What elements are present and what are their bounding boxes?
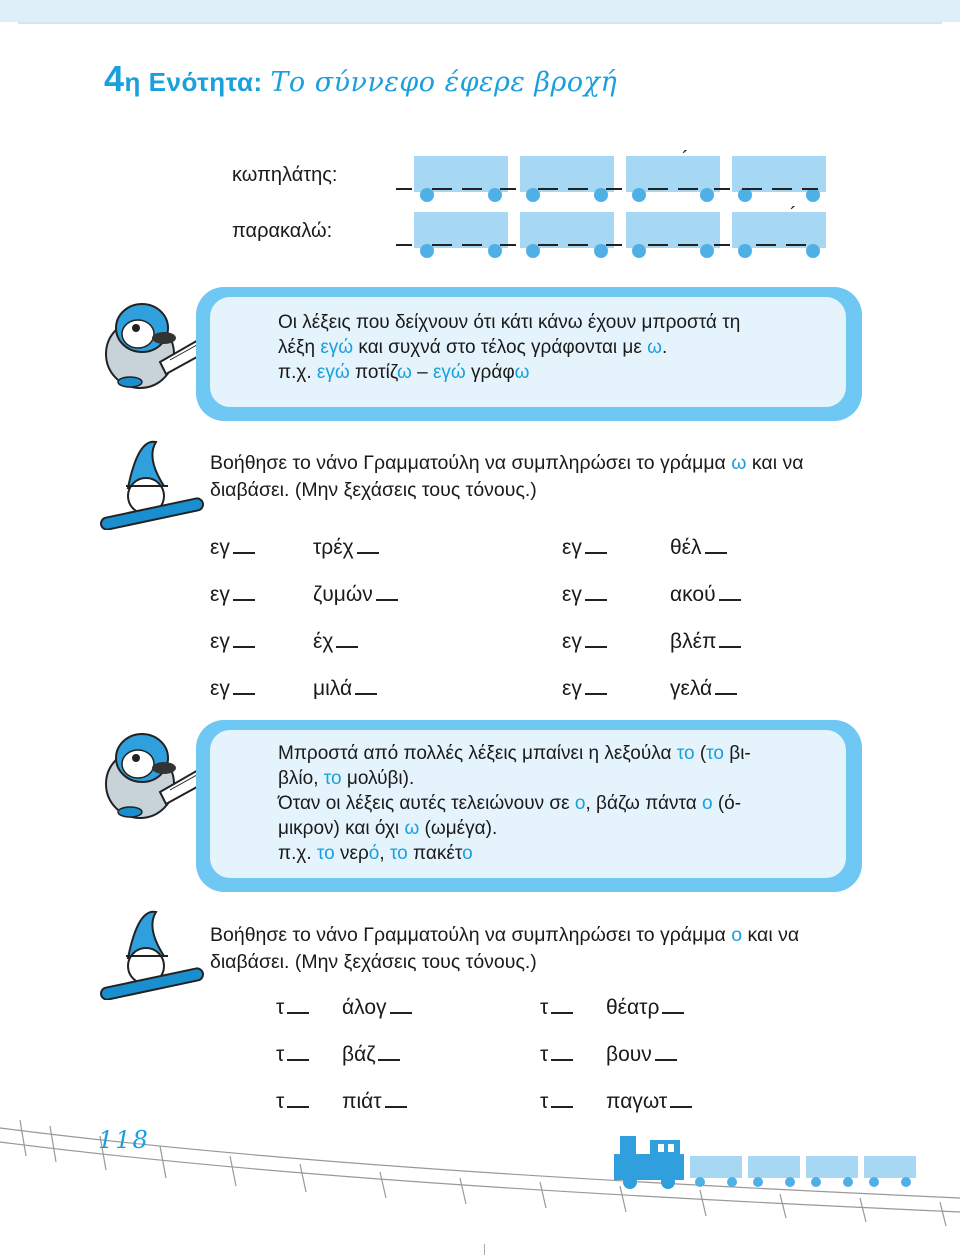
fill-blank[interactable] <box>655 1059 677 1061</box>
exercise-word: θέατρ <box>606 996 684 1020</box>
letter-blank[interactable] <box>500 244 516 246</box>
letter-blank[interactable] <box>648 188 668 190</box>
fill-blank[interactable] <box>551 1012 573 1014</box>
fill-blank[interactable] <box>670 1106 692 1108</box>
accent-mark: ´ <box>790 204 797 226</box>
letter-blank[interactable] <box>432 244 452 246</box>
fill-blank[interactable] <box>287 1012 309 1014</box>
fill-blank[interactable] <box>378 1059 400 1061</box>
gnome-pencil-icon <box>98 438 208 530</box>
wagon <box>520 156 614 192</box>
exercise-word: μιλά <box>313 677 377 701</box>
letter-blank[interactable] <box>538 188 558 190</box>
unit-label: Ενότητα: <box>148 67 263 97</box>
fill-blank[interactable] <box>551 1106 573 1108</box>
letter-blank[interactable] <box>678 188 698 190</box>
fill-blank[interactable] <box>336 646 358 648</box>
exercise-word: εγ <box>210 536 255 560</box>
letter-blank[interactable] <box>802 188 818 190</box>
exercise-word: εγ <box>562 583 607 607</box>
letter-blank[interactable] <box>714 244 730 246</box>
wagon <box>414 212 508 248</box>
letter-blank[interactable] <box>756 244 776 246</box>
exercise-word: τ <box>276 1090 309 1114</box>
exercise-word: γελά <box>670 677 737 701</box>
fill-blank[interactable] <box>355 693 377 695</box>
fill-blank[interactable] <box>287 1059 309 1061</box>
exercise-word: θέλ <box>670 536 727 560</box>
exercise-word: εγ <box>562 536 607 560</box>
letter-blank[interactable] <box>606 244 622 246</box>
fill-blank[interactable] <box>585 599 607 601</box>
fill-blank[interactable] <box>385 1106 407 1108</box>
exercise-word: τ <box>540 1090 573 1114</box>
wagon <box>626 212 720 248</box>
instruction-1: Βοήθησε το νάνο Γραμματούλη να συμπληρώσει το γράμμα ω και να διαβάσει. (Μην ξεχάσεις τους τόνους.) <box>210 452 804 501</box>
letter-blank[interactable] <box>742 188 762 190</box>
rule-line: Οι λέξεις που δείχνουν ότι κάτι κάνω έχουν μπροστά τη <box>278 312 741 333</box>
exercise-word: ακού <box>670 583 741 607</box>
exercise-word: τ <box>276 1043 309 1067</box>
fill-blank[interactable] <box>585 552 607 554</box>
exercise-word: πιάτ <box>342 1090 407 1114</box>
exercise-word: παγωτ <box>606 1090 692 1114</box>
fill-blank[interactable] <box>233 646 255 648</box>
fill-blank[interactable] <box>585 646 607 648</box>
exercise-word: τ <box>540 996 573 1020</box>
fill-blank[interactable] <box>585 693 607 695</box>
rule-text-2: Μπροστά από πολλές λέξεις μπαίνει η λεξούλα το (το βι- βλίο, το μολύβι). Όταν οι λέξεις αυτές τελειώνουν σε ο, βάζω πάντα ο (ό- μικρον) και όχι ω (ωμέγα). π.χ. το νερό, το πακέτο <box>278 741 838 866</box>
instruction-2: Βοήθησε το νάνο Γραμματούλη να συμπληρώσει το γράμμα ο και να διαβάσει. (Μην ξεχάσεις τους τόνους.) <box>210 924 800 973</box>
letter-blank[interactable] <box>538 244 558 246</box>
wagon <box>520 212 614 248</box>
fill-blank[interactable] <box>376 599 398 601</box>
letter-blank[interactable] <box>500 188 516 190</box>
letter-blank[interactable] <box>772 188 792 190</box>
fill-blank[interactable] <box>233 693 255 695</box>
exercise-word: βουν <box>606 1043 677 1067</box>
exercise-word: εγ <box>562 677 607 701</box>
exercise-word: εγ <box>210 583 255 607</box>
letter-blank[interactable] <box>606 188 622 190</box>
fill-blank[interactable] <box>719 599 741 601</box>
fill-blank[interactable] <box>551 1059 573 1061</box>
fill-blank[interactable] <box>719 646 741 648</box>
fill-blank[interactable] <box>662 1012 684 1014</box>
rule-example: π.χ. εγώ ποτίζω – εγώ γράφω <box>278 362 530 383</box>
wagon <box>626 156 720 192</box>
fill-blank[interactable] <box>287 1106 309 1108</box>
exercise-word: τ <box>540 1043 573 1067</box>
rule-example: π.χ. το νερό, το πακέτο <box>278 843 473 864</box>
exercise-word: ζυμών <box>313 583 398 607</box>
letter-blank[interactable] <box>396 244 412 246</box>
letter-blank[interactable] <box>648 244 668 246</box>
header-band <box>0 0 960 22</box>
gnome-pencil-icon <box>98 908 208 1000</box>
letter-blank[interactable] <box>786 244 806 246</box>
fill-blank[interactable] <box>357 552 379 554</box>
exercise-word: βάζ <box>342 1043 400 1067</box>
letter-blank[interactable] <box>462 244 482 246</box>
letter-blank[interactable] <box>568 244 588 246</box>
fill-blank[interactable] <box>233 552 255 554</box>
letter-blank[interactable] <box>432 188 452 190</box>
page-number: 118 <box>98 1126 150 1154</box>
exercise-word: τρέχ <box>313 536 379 560</box>
exercise-word: εγ <box>210 677 255 701</box>
accent-mark: ´ <box>682 148 689 170</box>
fill-blank[interactable] <box>390 1012 412 1014</box>
header-divider <box>18 22 942 24</box>
fill-blank[interactable] <box>233 599 255 601</box>
letter-blank[interactable] <box>678 244 698 246</box>
crop-mark <box>484 1244 485 1255</box>
exercise-word: άλογ <box>342 996 412 1020</box>
fill-blank[interactable] <box>715 693 737 695</box>
unit-suffix: η <box>124 67 141 97</box>
letter-blank[interactable] <box>396 188 412 190</box>
exercise-word: εγ <box>562 630 607 654</box>
fill-blank[interactable] <box>705 552 727 554</box>
unit-title-text: Το σύννεφο έφερε βροχή <box>270 67 618 98</box>
exercise-word: τ <box>276 996 309 1020</box>
exercise-word: βλέπ <box>670 630 741 654</box>
puzzle-label-1: κωπηλάτης: <box>232 164 338 186</box>
train-icon <box>614 1132 944 1192</box>
rule-text-1 <box>278 310 848 385</box>
rule-line: λέξη εγώ και συχνά στο τέλος γράφονται με ω. <box>278 337 668 358</box>
puzzle-label-2: παρακαλώ: <box>232 220 333 242</box>
unit-title <box>104 58 617 100</box>
letter-blank[interactable] <box>462 188 482 190</box>
exercise-word: έχ <box>313 630 358 654</box>
wagon <box>414 156 508 192</box>
wagon <box>732 156 826 192</box>
wagon <box>732 212 826 248</box>
letter-blank[interactable] <box>714 188 730 190</box>
exercise-word: εγ <box>210 630 255 654</box>
letter-blank[interactable] <box>568 188 588 190</box>
unit-number: 4 <box>104 58 125 99</box>
